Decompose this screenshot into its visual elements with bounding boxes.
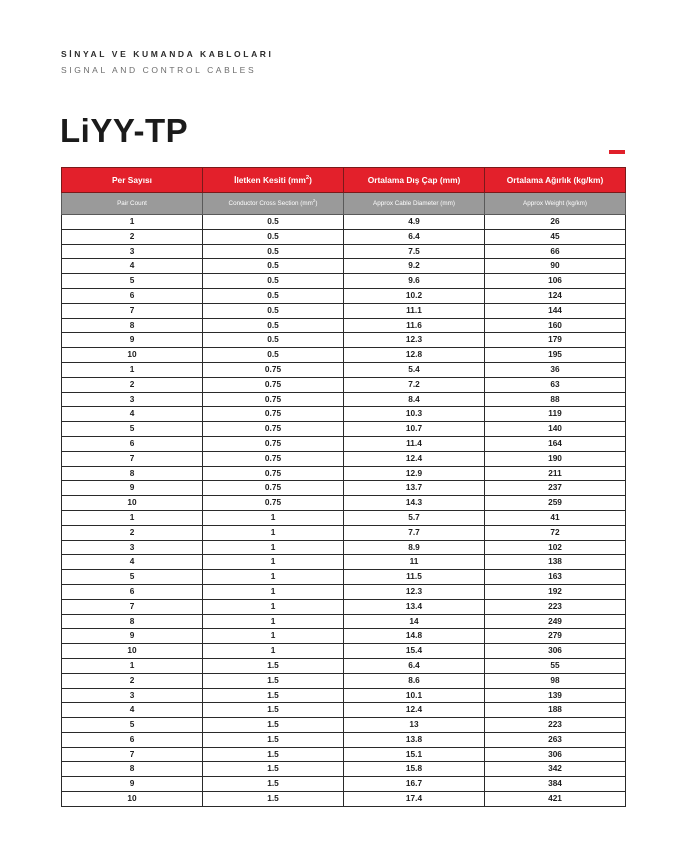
table-cell: 0.5 bbox=[203, 333, 344, 348]
table-row bbox=[62, 348, 626, 363]
table-cell: 0.5 bbox=[203, 318, 344, 333]
table-cell: 1.5 bbox=[203, 658, 344, 673]
table-cell: 10 bbox=[62, 496, 203, 511]
table-cell: 41 bbox=[485, 510, 626, 525]
table-row bbox=[62, 451, 626, 466]
table-row bbox=[62, 510, 626, 525]
table-cell: 72 bbox=[485, 525, 626, 540]
table-row bbox=[62, 525, 626, 540]
table-cell: 0.75 bbox=[203, 362, 344, 377]
header-row-tr bbox=[62, 168, 626, 193]
table-cell: 1 bbox=[203, 599, 344, 614]
table-cell: 63 bbox=[485, 377, 626, 392]
table-cell: 9.6 bbox=[344, 274, 485, 289]
table-cell: 9 bbox=[62, 629, 203, 644]
table-cell: 279 bbox=[485, 629, 626, 644]
table-cell: 106 bbox=[485, 274, 626, 289]
table-row bbox=[62, 762, 626, 777]
table-cell: 7 bbox=[62, 303, 203, 318]
table-cell: 1.5 bbox=[203, 747, 344, 762]
table-cell: 11.5 bbox=[344, 570, 485, 585]
table-cell: 342 bbox=[485, 762, 626, 777]
table-row bbox=[62, 274, 626, 289]
table-row bbox=[62, 496, 626, 511]
table-cell: 179 bbox=[485, 333, 626, 348]
table-cell: 7.5 bbox=[344, 244, 485, 259]
table-cell: 8 bbox=[62, 762, 203, 777]
table-cell: 12.3 bbox=[344, 333, 485, 348]
table-cell: 12.9 bbox=[344, 466, 485, 481]
table-cell: 6 bbox=[62, 732, 203, 747]
table-cell: 6.4 bbox=[344, 658, 485, 673]
table-cell: 1.5 bbox=[203, 703, 344, 718]
table-row bbox=[62, 540, 626, 555]
table-row bbox=[62, 732, 626, 747]
table-cell: 4.9 bbox=[344, 215, 485, 230]
table-cell: 11.6 bbox=[344, 318, 485, 333]
table-cell: 119 bbox=[485, 407, 626, 422]
table-cell: 188 bbox=[485, 703, 626, 718]
table-cell: 5 bbox=[62, 570, 203, 585]
header-tr-col-2: Ortalama Dış Çap (mm) bbox=[344, 168, 485, 193]
table-cell: 0.5 bbox=[203, 229, 344, 244]
table-row bbox=[62, 703, 626, 718]
table-cell: 10 bbox=[62, 348, 203, 363]
header-en-col-1: Conductor Cross Section $(mm^2)$ bbox=[203, 193, 344, 215]
header-row-en bbox=[62, 193, 626, 215]
table-cell: 5.4 bbox=[344, 362, 485, 377]
table-row bbox=[62, 673, 626, 688]
table-row bbox=[62, 303, 626, 318]
header-tr-col-0: Per Sayısı bbox=[62, 168, 203, 193]
table-cell: 1.5 bbox=[203, 777, 344, 792]
table-row bbox=[62, 288, 626, 303]
table-cell: 98 bbox=[485, 673, 626, 688]
table-cell: 8 bbox=[62, 466, 203, 481]
table-cell: 6.4 bbox=[344, 229, 485, 244]
table-cell: 3 bbox=[62, 540, 203, 555]
table-cell: 1.5 bbox=[203, 688, 344, 703]
table-cell: 7 bbox=[62, 599, 203, 614]
table-cell: 160 bbox=[485, 318, 626, 333]
section-title-en: SIGNAL AND CONTROL CABLES bbox=[61, 65, 257, 75]
table-cell: 11.1 bbox=[344, 303, 485, 318]
table-cell: 12.3 bbox=[344, 584, 485, 599]
table-cell: 1.5 bbox=[203, 673, 344, 688]
table-cell: 0.75 bbox=[203, 392, 344, 407]
table-cell: 124 bbox=[485, 288, 626, 303]
table-cell: 1 bbox=[203, 644, 344, 659]
table-cell: 8.9 bbox=[344, 540, 485, 555]
table-row bbox=[62, 333, 626, 348]
header-en-col-3: Approx Weight (kg/km) bbox=[485, 193, 626, 215]
table-cell: 421 bbox=[485, 792, 626, 807]
table-cell: 0.5 bbox=[203, 259, 344, 274]
table-cell: 15.4 bbox=[344, 644, 485, 659]
table-row bbox=[62, 407, 626, 422]
table-cell: 36 bbox=[485, 362, 626, 377]
table-cell: 0.5 bbox=[203, 348, 344, 363]
table-row bbox=[62, 436, 626, 451]
table-cell: 10.2 bbox=[344, 288, 485, 303]
table-row bbox=[62, 259, 626, 274]
table-cell: 1.5 bbox=[203, 732, 344, 747]
table-cell: 6 bbox=[62, 584, 203, 599]
table-cell: 15.1 bbox=[344, 747, 485, 762]
table-cell: 8 bbox=[62, 614, 203, 629]
table-cell: 13.8 bbox=[344, 732, 485, 747]
table-row bbox=[62, 318, 626, 333]
table-cell: 45 bbox=[485, 229, 626, 244]
table-cell: 12.4 bbox=[344, 703, 485, 718]
table-cell: 6 bbox=[62, 288, 203, 303]
table-cell: 1 bbox=[203, 614, 344, 629]
table-cell: 164 bbox=[485, 436, 626, 451]
section-title-tr: SİNYAL VE KUMANDA KABLOLARI bbox=[61, 49, 274, 59]
table-cell: 223 bbox=[485, 718, 626, 733]
table-cell: 3 bbox=[62, 392, 203, 407]
table-cell: 2 bbox=[62, 229, 203, 244]
table-row bbox=[62, 599, 626, 614]
table-cell: 55 bbox=[485, 658, 626, 673]
table-cell: 3 bbox=[62, 244, 203, 259]
table-row bbox=[62, 229, 626, 244]
table-cell: 5 bbox=[62, 718, 203, 733]
table-cell: 11.4 bbox=[344, 436, 485, 451]
table-cell: 10.3 bbox=[344, 407, 485, 422]
table-row bbox=[62, 392, 626, 407]
table-cell: 102 bbox=[485, 540, 626, 555]
table-cell: 90 bbox=[485, 259, 626, 274]
table-cell: 1.5 bbox=[203, 718, 344, 733]
table-cell: 8.4 bbox=[344, 392, 485, 407]
table-cell: 249 bbox=[485, 614, 626, 629]
table-cell: 26 bbox=[485, 215, 626, 230]
table-cell: 13.7 bbox=[344, 481, 485, 496]
table-cell: 140 bbox=[485, 422, 626, 437]
accent-bar bbox=[609, 150, 625, 154]
table-cell: 12.4 bbox=[344, 451, 485, 466]
table-cell: 263 bbox=[485, 732, 626, 747]
table-cell: 190 bbox=[485, 451, 626, 466]
table-cell: 1 bbox=[203, 525, 344, 540]
table-cell: 7 bbox=[62, 747, 203, 762]
table-cell: 5 bbox=[62, 274, 203, 289]
table-cell: 259 bbox=[485, 496, 626, 511]
table-row bbox=[62, 570, 626, 585]
table-cell: 163 bbox=[485, 570, 626, 585]
table-row bbox=[62, 362, 626, 377]
table-cell: 12.8 bbox=[344, 348, 485, 363]
table-cell: 0.75 bbox=[203, 496, 344, 511]
table-cell: 1 bbox=[203, 629, 344, 644]
table-cell: 8.6 bbox=[344, 673, 485, 688]
table-cell: 5 bbox=[62, 422, 203, 437]
table-cell: 0.75 bbox=[203, 436, 344, 451]
table-cell: 0.5 bbox=[203, 244, 344, 259]
table-cell: 10 bbox=[62, 644, 203, 659]
table-cell: 0.75 bbox=[203, 422, 344, 437]
table-cell: 17.4 bbox=[344, 792, 485, 807]
table-cell: 4 bbox=[62, 703, 203, 718]
table-cell: 195 bbox=[485, 348, 626, 363]
product-title: LiYY-TP bbox=[60, 112, 189, 149]
table-cell: 0.75 bbox=[203, 407, 344, 422]
table-row bbox=[62, 718, 626, 733]
table-cell: 1 bbox=[62, 658, 203, 673]
table-cell: 9 bbox=[62, 481, 203, 496]
table-cell: 9 bbox=[62, 777, 203, 792]
table-cell: 2 bbox=[62, 525, 203, 540]
table-cell: 0.5 bbox=[203, 288, 344, 303]
table-row bbox=[62, 688, 626, 703]
table-cell: 14 bbox=[344, 614, 485, 629]
table-cell: 13.4 bbox=[344, 599, 485, 614]
table-cell: 1 bbox=[203, 540, 344, 555]
table-row bbox=[62, 614, 626, 629]
table-cell: 0.75 bbox=[203, 481, 344, 496]
table-cell: 2 bbox=[62, 673, 203, 688]
header-en-col-0: Pair Count bbox=[62, 193, 203, 215]
table-cell: 8 bbox=[62, 318, 203, 333]
table-cell: 7.7 bbox=[344, 525, 485, 540]
table-cell: 1 bbox=[203, 570, 344, 585]
table-cell: 9.2 bbox=[344, 259, 485, 274]
table-cell: 7 bbox=[62, 451, 203, 466]
table-row bbox=[62, 658, 626, 673]
table-cell: 192 bbox=[485, 584, 626, 599]
table-cell: 1 bbox=[203, 510, 344, 525]
table-cell: 10 bbox=[62, 792, 203, 807]
table-cell: 1.5 bbox=[203, 792, 344, 807]
table-cell: 1 bbox=[62, 362, 203, 377]
table-cell: 15.8 bbox=[344, 762, 485, 777]
table-cell: 237 bbox=[485, 481, 626, 496]
table-cell: 1 bbox=[203, 584, 344, 599]
table-cell: 16.7 bbox=[344, 777, 485, 792]
table-cell: 10.7 bbox=[344, 422, 485, 437]
table-row bbox=[62, 481, 626, 496]
table-cell: 4 bbox=[62, 259, 203, 274]
table-cell: 1 bbox=[203, 555, 344, 570]
specifications-table bbox=[61, 167, 626, 807]
table-cell: 0.5 bbox=[203, 274, 344, 289]
header-tr-col-1: İletken Kesiti $(mm^2)$ bbox=[203, 168, 344, 193]
table-cell: 4 bbox=[62, 555, 203, 570]
table-cell: 4 bbox=[62, 407, 203, 422]
table-cell: 3 bbox=[62, 688, 203, 703]
table-cell: 9 bbox=[62, 333, 203, 348]
table-cell: 10.1 bbox=[344, 688, 485, 703]
table-row bbox=[62, 584, 626, 599]
table-cell: 138 bbox=[485, 555, 626, 570]
table-cell: 13 bbox=[344, 718, 485, 733]
table-cell: 0.5 bbox=[203, 215, 344, 230]
table-row bbox=[62, 792, 626, 807]
header-tr-col-3: Ortalama Ağırlık (kg/km) bbox=[485, 168, 626, 193]
table-cell: 5.7 bbox=[344, 510, 485, 525]
table-cell: 88 bbox=[485, 392, 626, 407]
table-cell: 1.5 bbox=[203, 762, 344, 777]
table-cell: 2 bbox=[62, 377, 203, 392]
table-cell: 0.75 bbox=[203, 466, 344, 481]
table-cell: 139 bbox=[485, 688, 626, 703]
table-cell: 306 bbox=[485, 747, 626, 762]
table-cell: 14.3 bbox=[344, 496, 485, 511]
table-row bbox=[62, 747, 626, 762]
table-row bbox=[62, 777, 626, 792]
table-row bbox=[62, 244, 626, 259]
table-body bbox=[62, 215, 626, 807]
table-cell: 0.5 bbox=[203, 303, 344, 318]
table-cell: 0.75 bbox=[203, 451, 344, 466]
table-cell: 11 bbox=[344, 555, 485, 570]
table-row bbox=[62, 215, 626, 230]
table-row bbox=[62, 555, 626, 570]
header-en-col-2: Approx Cable Diameter (mm) bbox=[344, 193, 485, 215]
table-cell: 1 bbox=[62, 510, 203, 525]
table-cell: 6 bbox=[62, 436, 203, 451]
table-cell: 223 bbox=[485, 599, 626, 614]
table-cell: 14.8 bbox=[344, 629, 485, 644]
table-cell: 7.2 bbox=[344, 377, 485, 392]
table-row bbox=[62, 466, 626, 481]
table-row bbox=[62, 422, 626, 437]
table-cell: 0.75 bbox=[203, 377, 344, 392]
table-cell: 144 bbox=[485, 303, 626, 318]
table-cell: 306 bbox=[485, 644, 626, 659]
table-cell: 211 bbox=[485, 466, 626, 481]
table-row bbox=[62, 644, 626, 659]
table-row bbox=[62, 629, 626, 644]
table-cell: 66 bbox=[485, 244, 626, 259]
table-row bbox=[62, 377, 626, 392]
table-cell: 384 bbox=[485, 777, 626, 792]
table-cell: 1 bbox=[62, 215, 203, 230]
